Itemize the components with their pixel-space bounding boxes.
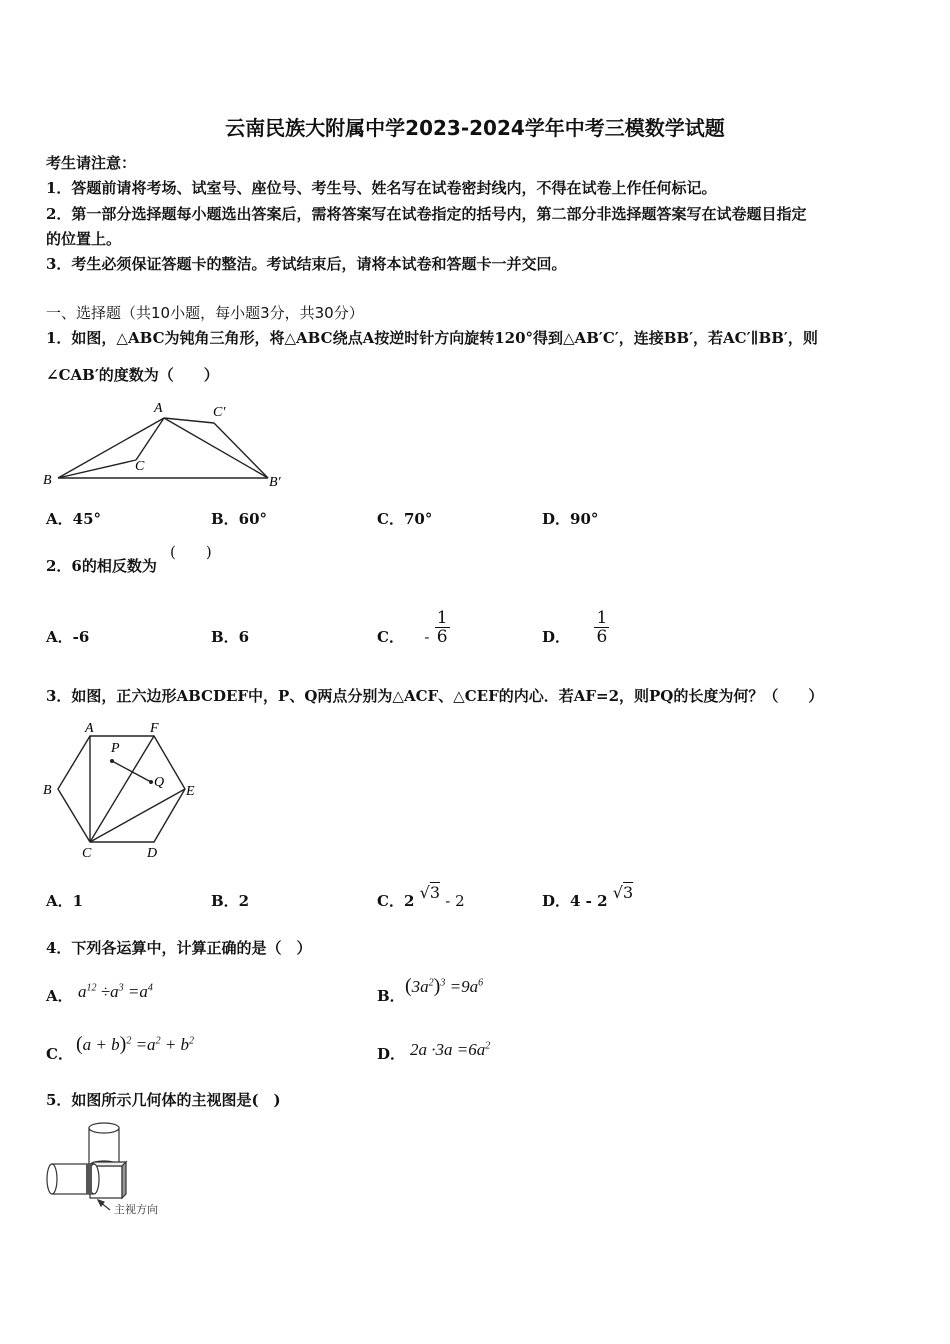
option-c-label: C． <box>377 628 404 646</box>
fraction-numerator: 1 <box>596 607 608 628</box>
fraction-denominator: 6 <box>436 626 448 647</box>
option-d <box>542 883 634 911</box>
label-C: C <box>135 459 145 474</box>
label-A: A <box>154 401 163 416</box>
question-5-stem: 5．如图所示几何体的主视图是( ) <box>46 1091 281 1109</box>
page-title: 云南民族大附属中学2023-2024学年中考三模数学试题 <box>225 116 725 140</box>
label-P: P <box>111 741 120 756</box>
question-2-stem: 2．6的相反数为 <box>46 557 157 575</box>
sqrt-sign: √3 <box>612 883 634 902</box>
notice-item: 1．答题前请将考场、试室号、座位号、考生号、姓名写在试卷密封线内，不得在试卷上作任何标记。 <box>46 179 717 197</box>
option-c <box>377 883 465 911</box>
minus-sign: - <box>424 628 430 646</box>
option-d-label: D．4 - 2 <box>542 892 608 910</box>
question-3-stem: 3．如图，正六边形ABCDEF中，P、Q两点分别为△ACF、△CEF的内心．若AF=2，则PQ的长度为何？（ ） <box>46 687 824 705</box>
option-d: D．90° <box>542 510 599 528</box>
question-1-figure <box>40 398 290 493</box>
option-b-expression: $(3a^2)^3 =9a^6$ <box>405 975 484 997</box>
label-B: B <box>43 473 52 488</box>
label-C: C <box>82 846 92 861</box>
notice-item: 2．第一部分选择题每小题选出答案后，需将答案写在试卷指定的括号内，第二部分非选择题答案写在试卷题目指定 <box>46 205 807 223</box>
fraction <box>594 609 609 646</box>
option-d-expression: $2a \cdot 3a =6a^2$ <box>410 1040 491 1059</box>
label-C-prime: C′ <box>213 405 226 420</box>
option-a-label: A． <box>46 987 73 1005</box>
fraction <box>435 609 450 646</box>
option-d-label: D． <box>542 628 571 646</box>
option-c <box>377 607 450 647</box>
option-c-label: C．2 <box>377 892 415 910</box>
question-5-figure <box>42 1118 172 1218</box>
option-a: A．45° <box>46 510 102 528</box>
option-a: A．-6 <box>46 628 90 646</box>
option-d-label: D． <box>377 1045 406 1063</box>
notice-item: 3．考生必须保证答题卡的整洁。考试结束后，请将本试卷和答题卡一并交回。 <box>46 255 567 273</box>
option-c: C．70° <box>377 510 433 528</box>
option-c-tail: - 2 <box>445 892 465 910</box>
option-a: A．1 <box>46 892 84 910</box>
answer-paren: ( ) <box>170 543 212 561</box>
question-1-stem: 1．如图，△ABC为钝角三角形，将△ABC绕点A按逆时针方向旋转120°得到△AB′C′，连接BB′，若AC′∥BB′，则 <box>46 329 818 347</box>
question-4-stem: 4．下列各运算中，计算正确的是（ ） <box>46 939 312 957</box>
fraction-numerator: 1 <box>436 607 448 628</box>
option-b: B．2 <box>211 892 250 910</box>
label-B: B <box>43 783 52 798</box>
label-B-prime: B′ <box>269 475 281 490</box>
section-heading: 一、选择题（共10小题，每小题3分，共30分） <box>46 304 364 322</box>
option-a-expression: $a^{12} \div a^3 =a^4$ <box>78 982 153 1001</box>
label-F: F <box>150 721 159 736</box>
sqrt-sign: √3 <box>419 883 441 902</box>
option-c-label: C． <box>46 1045 73 1063</box>
view-direction-caption: 主视方向 <box>114 1203 158 1216</box>
notice-heading: 考生请注意： <box>46 154 137 172</box>
option-b: B．60° <box>211 510 268 528</box>
question-1-stem-cont: ∠CAB′的度数为（ ） <box>46 366 219 384</box>
option-b-label: B． <box>377 987 405 1005</box>
fraction-denominator: 6 <box>596 626 608 647</box>
label-Q: Q <box>154 775 165 790</box>
option-d <box>542 607 609 647</box>
question-3-figure <box>40 716 205 862</box>
label-E: E <box>186 784 195 799</box>
notice-item: 的位置上。 <box>46 230 122 248</box>
label-A: A <box>85 721 94 736</box>
option-c-expression: $(a + b)^2 =a^2 + b^2$ <box>76 1033 195 1055</box>
label-D: D <box>147 846 158 861</box>
option-b: B．6 <box>211 628 250 646</box>
